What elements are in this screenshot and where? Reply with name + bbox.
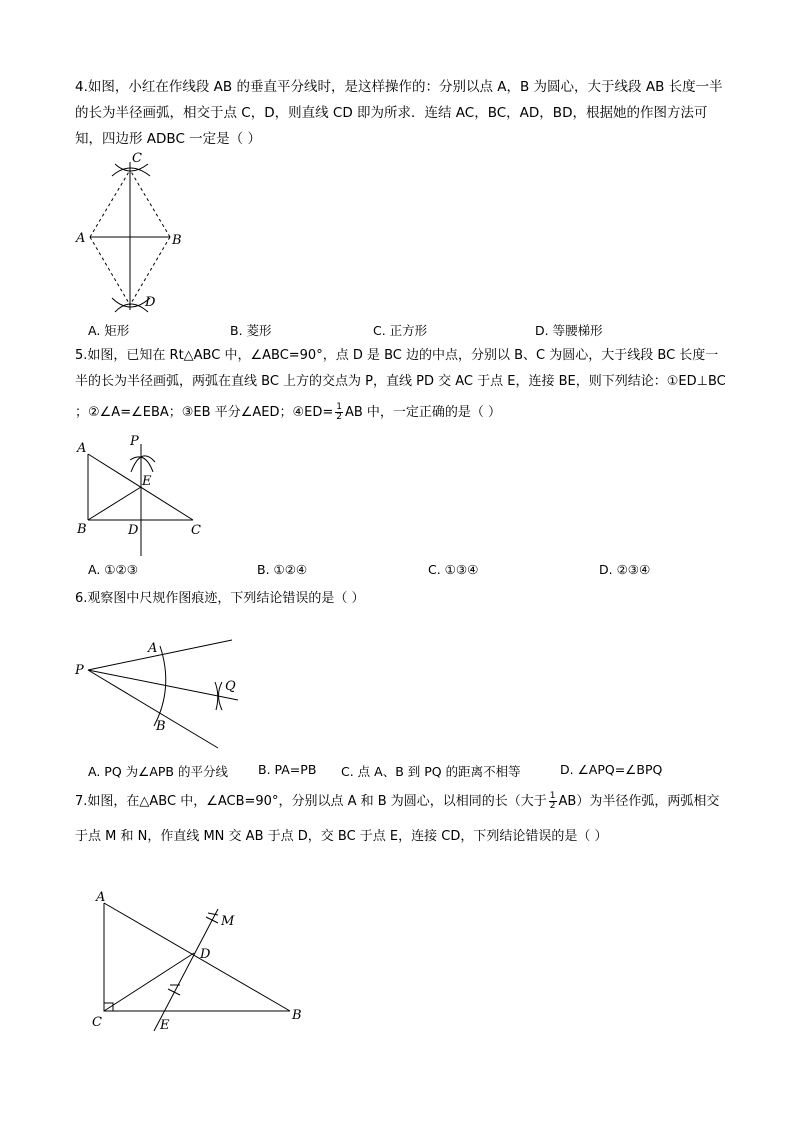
question-4-text: 4.如图，小红在作线段 AB 的垂直平分线时，是这样操作的：分别以点 A，B 为圆心，大于线段 AB 长度一半的长为半径画弧，相交于点 C，D，则直线 CD 即为所求．连结 AC，BC，AD，BD，根据她的作图方法可知，四边形 ADBC 一定是（ ） bbox=[75, 79, 723, 147]
q4-option-b: B. 菱形 bbox=[230, 323, 272, 338]
q4-label-d: D bbox=[145, 295, 156, 310]
q6-ray-pq bbox=[88, 670, 238, 700]
q4-option-a: A. 矩形 bbox=[88, 323, 130, 338]
q5-segment-be bbox=[88, 487, 141, 520]
q6-label-b: B bbox=[156, 719, 166, 734]
question-5-line-3 bbox=[75, 400, 501, 426]
q7-label-e: E bbox=[160, 1018, 170, 1033]
q7-label-b: B bbox=[292, 1008, 302, 1023]
q5-line-3-start: ；②∠A=∠EBA；③EB 平分∠AED；④ED= bbox=[75, 405, 334, 420]
question-7-line-1 bbox=[75, 789, 719, 815]
q7-fraction-numerator: 1 bbox=[549, 791, 556, 801]
q6-ray-pa bbox=[88, 640, 232, 670]
q5-fraction-numerator: 1 bbox=[336, 402, 342, 412]
q6-ray-pb bbox=[88, 670, 218, 748]
q5-label-c: C bbox=[191, 523, 201, 538]
q4-line-bc bbox=[130, 170, 170, 237]
q7-line-1-end: AB）为半径作弧，两弧相交 bbox=[558, 794, 720, 809]
q5-label-d: D bbox=[128, 523, 139, 538]
q4-figure bbox=[70, 150, 200, 320]
question-7-line-2: 于点 M 和 N，作直线 MN 交 AB 于点 D，交 BC 于点 E，连接 CD，下列结论错误的是（ ） bbox=[75, 829, 608, 844]
q4-option-d: D. 等腰梯形 bbox=[535, 323, 603, 338]
question-5-line-1: 5.如图，已知在 Rt△ABC 中，∠ABC=90°，点 D 是 BC 边的中点，分别以 B、C 为圆心，大于线段 BC 长度一 bbox=[75, 348, 719, 363]
q4-label-b: B bbox=[172, 233, 182, 248]
q5-fraction bbox=[335, 403, 343, 422]
q6-label-q: Q bbox=[225, 679, 236, 694]
q6-label-a: A bbox=[148, 641, 158, 656]
q6-arc-ab bbox=[154, 646, 166, 726]
q7-side-ab bbox=[104, 903, 290, 1011]
q7-figure bbox=[90, 885, 320, 1040]
q4-option-c: C. 正方形 bbox=[373, 323, 428, 338]
q7-label-d: D bbox=[200, 947, 211, 962]
q7-line-mn bbox=[154, 909, 218, 1031]
q5-label-p: P bbox=[130, 434, 139, 449]
q6-option-a: A. PQ 为∠APB 的平分线 bbox=[88, 764, 228, 779]
q4-line-ad bbox=[90, 237, 130, 305]
q5-option-c: C. ①③④ bbox=[428, 562, 479, 577]
q5-label-b: B bbox=[77, 522, 87, 537]
q7-fraction bbox=[549, 792, 557, 811]
q4-arc-d2 bbox=[115, 304, 148, 312]
q7-label-c: C bbox=[92, 1015, 102, 1030]
q4-label-c: C bbox=[132, 151, 142, 166]
q6-label-p: P bbox=[75, 663, 84, 678]
q7-label-a: A bbox=[96, 890, 106, 905]
q6-option-d: D. ∠APQ=∠BPQ bbox=[560, 762, 663, 777]
q5-option-b: B. ①②④ bbox=[257, 562, 308, 577]
q4-line-ac bbox=[90, 170, 130, 237]
question-6-text: 6.观察图中尺规作图痕迹，下列结论错误的是（ ） bbox=[75, 591, 365, 606]
q7-line-1-start: 7.如图，在△ABC 中，∠ACB=90°，分别以点 A 和 B 为圆心，以相同的长（大于 bbox=[75, 794, 547, 809]
q5-fraction-denominator: 2 bbox=[336, 412, 342, 422]
q6-figure bbox=[70, 630, 250, 760]
q6-option-b: B. PA=PB bbox=[258, 762, 317, 777]
q7-segment-cd bbox=[104, 953, 194, 1011]
q5-figure bbox=[75, 432, 215, 562]
q5-option-d: D. ②③④ bbox=[599, 562, 651, 577]
q4-arc-c bbox=[112, 168, 150, 176]
q5-label-e: E bbox=[142, 474, 152, 489]
question-5-line-2: 半的长为半径画弧，两弧在直线 BC 上方的交点为 P，直线 PD 交 AC 于点 E，连接 BE，则下列结论：①ED⊥BC bbox=[75, 374, 726, 389]
q5-label-a: A bbox=[77, 441, 87, 456]
q7-fraction-denominator: 2 bbox=[549, 801, 556, 811]
q7-label-m: M bbox=[221, 914, 235, 929]
q5-line-3-end: AB 中，一定正确的是（ ） bbox=[344, 405, 502, 420]
q5-option-a: A. ①②③ bbox=[88, 562, 138, 577]
q6-option-c: C. 点 A、B 到 PQ 的距离不相等 bbox=[341, 764, 521, 779]
q4-label-a: A bbox=[76, 231, 86, 246]
